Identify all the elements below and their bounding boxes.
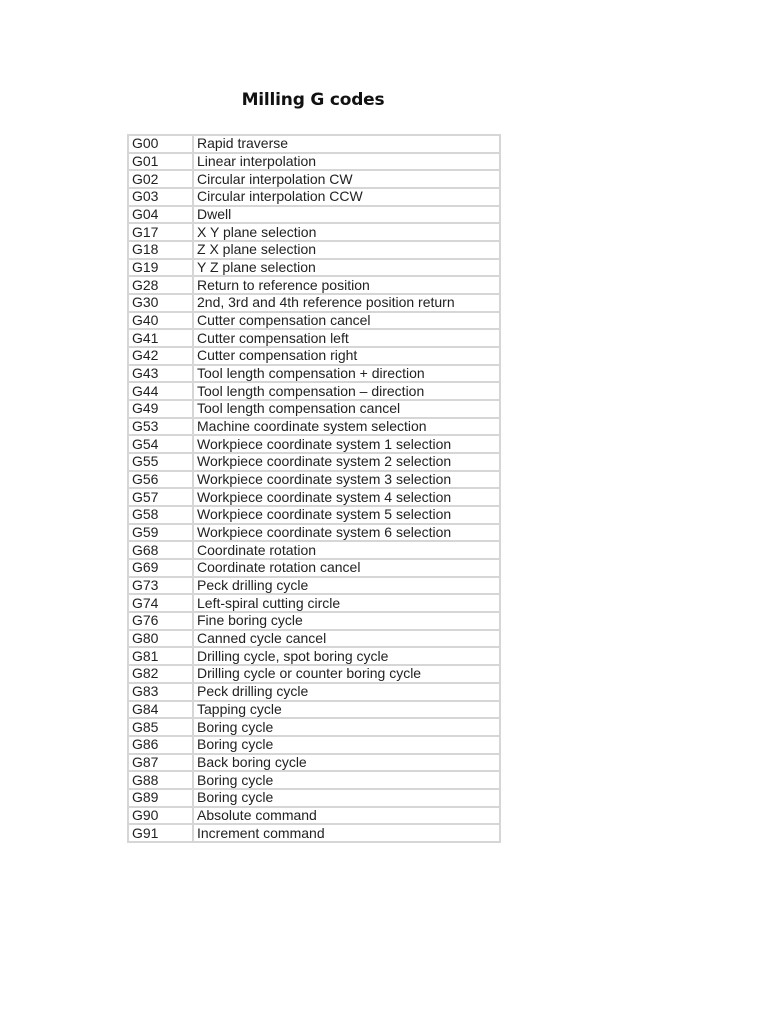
g-code-cell: G01 — [128, 153, 193, 171]
table-row — [128, 559, 500, 577]
g-code-cell: G43 — [128, 365, 193, 383]
table-row — [128, 771, 500, 789]
g-code-cell: G76 — [128, 612, 193, 630]
g-code-cell: G02 — [128, 170, 193, 188]
description-cell: Tool length compensation – direction — [193, 382, 500, 400]
description-cell: Linear interpolation — [193, 153, 500, 171]
description-cell: Boring cycle — [193, 736, 500, 754]
table-row — [128, 188, 500, 206]
g-code-cell: G59 — [128, 524, 193, 542]
description-cell: Fine boring cycle — [193, 612, 500, 630]
table-row — [128, 524, 500, 542]
description-cell: Return to reference position — [193, 276, 500, 294]
description-cell: Workpiece coordinate system 4 selection — [193, 488, 500, 506]
g-code-cell: G42 — [128, 347, 193, 365]
description-cell: Circular interpolation CW — [193, 170, 500, 188]
description-cell: Drilling cycle, spot boring cycle — [193, 647, 500, 665]
description-cell: Z X plane selection — [193, 241, 500, 259]
g-code-cell: G83 — [128, 683, 193, 701]
g-code-cell: G28 — [128, 276, 193, 294]
g-code-cell: G73 — [128, 577, 193, 595]
table-row — [128, 754, 500, 772]
description-cell: Workpiece coordinate system 1 selection — [193, 435, 500, 453]
g-code-table-body — [128, 135, 500, 842]
table-row — [128, 630, 500, 648]
g-code-cell: G56 — [128, 471, 193, 489]
table-row — [128, 206, 500, 224]
description-cell: Workpiece coordinate system 2 selection — [193, 453, 500, 471]
description-cell: Rapid traverse — [193, 135, 500, 153]
table-row — [128, 612, 500, 630]
g-code-cell: G30 — [128, 294, 193, 312]
description-cell: Workpiece coordinate system 3 selection — [193, 471, 500, 489]
description-cell: Machine coordinate system selection — [193, 418, 500, 436]
g-code-cell: G03 — [128, 188, 193, 206]
description-cell: Cutter compensation left — [193, 329, 500, 347]
table-row — [128, 294, 500, 312]
g-code-cell: G91 — [128, 824, 193, 842]
g-code-cell: G18 — [128, 241, 193, 259]
table-row — [128, 789, 500, 807]
description-cell: Tool length compensation cancel — [193, 400, 500, 418]
table-row — [128, 170, 500, 188]
g-code-cell: G82 — [128, 665, 193, 683]
description-cell: Peck drilling cycle — [193, 683, 500, 701]
table-row — [128, 347, 500, 365]
description-cell: Circular interpolation CCW — [193, 188, 500, 206]
description-cell: Cutter compensation right — [193, 347, 500, 365]
description-cell: Boring cycle — [193, 718, 500, 736]
table-row — [128, 241, 500, 259]
g-code-cell: G69 — [128, 559, 193, 577]
table-row — [128, 259, 500, 277]
g-code-cell: G58 — [128, 506, 193, 524]
description-cell: Dwell — [193, 206, 500, 224]
description-cell: Cutter compensation cancel — [193, 312, 500, 330]
description-cell: Back boring cycle — [193, 754, 500, 772]
table-row — [128, 665, 500, 683]
g-code-cell: G74 — [128, 594, 193, 612]
description-cell: X Y plane selection — [193, 223, 500, 241]
g-code-cell: G81 — [128, 647, 193, 665]
table-row — [128, 471, 500, 489]
table-row — [128, 382, 500, 400]
description-cell: Drilling cycle or counter boring cycle — [193, 665, 500, 683]
description-cell: Tool length compensation + direction — [193, 365, 500, 383]
page-title: Milling G codes — [241, 90, 385, 110]
g-code-cell: G19 — [128, 259, 193, 277]
table-row — [128, 453, 500, 471]
table-row — [128, 153, 500, 171]
table-row — [128, 701, 500, 719]
g-code-cell: G68 — [128, 541, 193, 559]
table-row — [128, 223, 500, 241]
table-row — [128, 329, 500, 347]
g-code-cell: G04 — [128, 206, 193, 224]
table-row — [128, 135, 500, 153]
g-code-cell: G89 — [128, 789, 193, 807]
table-row — [128, 718, 500, 736]
table-row — [128, 506, 500, 524]
description-cell: Workpiece coordinate system 5 selection — [193, 506, 500, 524]
g-code-cell: G49 — [128, 400, 193, 418]
table-row — [128, 418, 500, 436]
g-code-table — [127, 134, 501, 843]
table-row — [128, 736, 500, 754]
g-code-cell: G84 — [128, 701, 193, 719]
description-cell: Y Z plane selection — [193, 259, 500, 277]
table-row — [128, 577, 500, 595]
table-row — [128, 365, 500, 383]
description-cell: Increment command — [193, 824, 500, 842]
g-code-cell: G17 — [128, 223, 193, 241]
description-cell: Boring cycle — [193, 789, 500, 807]
g-code-cell: G57 — [128, 488, 193, 506]
table-row — [128, 594, 500, 612]
g-code-cell: G55 — [128, 453, 193, 471]
g-code-cell: G41 — [128, 329, 193, 347]
g-code-cell: G86 — [128, 736, 193, 754]
table-row — [128, 683, 500, 701]
description-cell: Tapping cycle — [193, 701, 500, 719]
table-row — [128, 276, 500, 294]
table-row — [128, 541, 500, 559]
description-cell: Coordinate rotation cancel — [193, 559, 500, 577]
g-code-cell: G00 — [128, 135, 193, 153]
description-cell: Workpiece coordinate system 6 selection — [193, 524, 500, 542]
table-row — [128, 807, 500, 825]
table-row — [128, 435, 500, 453]
table-row — [128, 400, 500, 418]
g-code-cell: G87 — [128, 754, 193, 772]
description-cell: Peck drilling cycle — [193, 577, 500, 595]
g-code-cell: G44 — [128, 382, 193, 400]
g-code-cell: G54 — [128, 435, 193, 453]
g-code-cell: G85 — [128, 718, 193, 736]
description-cell: Coordinate rotation — [193, 541, 500, 559]
g-code-cell: G88 — [128, 771, 193, 789]
table-row — [128, 824, 500, 842]
description-cell: Left-spiral cutting circle — [193, 594, 500, 612]
table-row — [128, 312, 500, 330]
table-row — [128, 647, 500, 665]
description-cell: Boring cycle — [193, 771, 500, 789]
g-code-cell: G40 — [128, 312, 193, 330]
description-cell: Absolute command — [193, 807, 500, 825]
description-cell: 2nd, 3rd and 4th reference position return — [193, 294, 500, 312]
g-code-cell: G90 — [128, 807, 193, 825]
table-row — [128, 488, 500, 506]
g-code-cell: G80 — [128, 630, 193, 648]
g-code-cell: G53 — [128, 418, 193, 436]
description-cell: Canned cycle cancel — [193, 630, 500, 648]
